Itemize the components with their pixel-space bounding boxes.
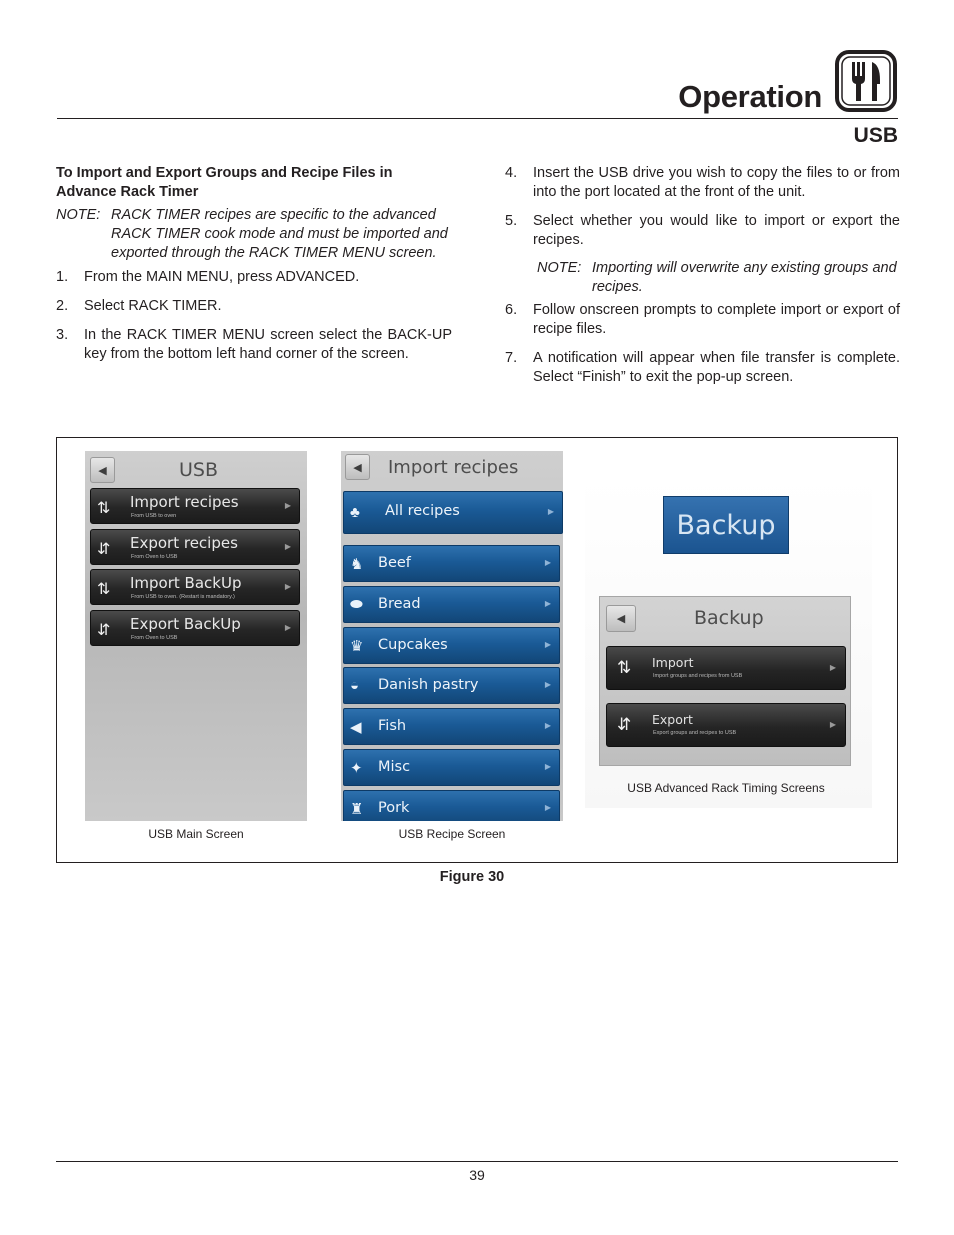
button-label: Export [652, 712, 693, 727]
step [505, 349, 900, 387]
footer-divider [56, 1161, 898, 1162]
left-column [56, 164, 452, 374]
step-number: 2. [56, 298, 69, 314]
button-sublabel: Import groups and recipes from USB [653, 673, 743, 679]
back-button[interactable] [345, 454, 370, 480]
recipe-group-misc[interactable] [343, 749, 560, 786]
button-label: Import [652, 655, 694, 670]
step-number: 1. [56, 269, 69, 285]
step-number: 6. [505, 302, 518, 318]
back-button[interactable] [90, 457, 115, 483]
step [505, 212, 900, 250]
screen-title: USB [179, 459, 219, 481]
step-text: Select RACK TIMER. [84, 298, 222, 314]
step-number: 7. [505, 350, 518, 366]
chevron-right-icon: ▶ [284, 501, 291, 510]
usb-export-icon: ⇵ [617, 715, 632, 734]
figure-caption: USB Main Screen [148, 827, 244, 841]
step [505, 301, 900, 339]
screen-topbar [341, 451, 563, 487]
chevron-right-icon: ▶ [544, 558, 551, 567]
export-backup-button[interactable] [90, 610, 300, 646]
screen-title: Backup [694, 607, 764, 629]
usb-import-icon: ⇅ [97, 581, 111, 598]
recipe-group-cupcakes[interactable] [343, 627, 560, 664]
backup-screen [599, 596, 851, 766]
screen-topbar [85, 451, 307, 487]
button-label: Import recipes [130, 493, 239, 511]
section-title: USB [853, 124, 898, 147]
step-number: 5. [505, 213, 518, 229]
chevron-right-icon: ▶ [829, 720, 836, 729]
button-label: Import BackUp [130, 574, 242, 592]
usb-import-icon: ⇅ [97, 500, 111, 517]
button-label: Bread [378, 596, 421, 612]
button-label: Fish [378, 718, 407, 734]
step-text: Insert the USB drive you wish to copy the files to or from into the port located at the front of the unit. [533, 165, 900, 200]
right-column [505, 164, 900, 397]
step-text: From the MAIN MENU, press ADVANCED. [84, 269, 360, 285]
step-text: Follow onscreen prompts to complete import or export of recipe files. [533, 302, 900, 337]
page-title: Operation [678, 79, 822, 114]
import-recipes-button[interactable] [90, 488, 300, 524]
chevron-right-icon: ▶ [544, 680, 551, 689]
step-text: A notification will appear when file transfer is complete. Select “Finish” to exit the pop-up screen. [533, 350, 900, 385]
note-label: NOTE: [56, 207, 101, 223]
bread-icon: ⬬ [350, 596, 363, 613]
fork-knife-icon [834, 49, 898, 113]
back-button[interactable] [606, 605, 636, 632]
misc-icon: ✦ [350, 760, 363, 777]
step [505, 164, 900, 202]
usb-export-icon: ⇵ [97, 622, 111, 639]
note-text: RACK TIMER recipes are specific to the advanced RACK TIMER cook mode and must be imported and exported through the RACK TIMER MENU screen. [111, 207, 448, 261]
chevron-right-icon: ▶ [544, 640, 551, 649]
step [56, 326, 452, 364]
pastry-icon: ◒ [350, 677, 360, 694]
recipe-group-beef[interactable] [343, 545, 560, 582]
recipe-group-danish-pastry[interactable] [343, 667, 560, 704]
export-button[interactable] [606, 703, 846, 747]
backup-button[interactable]: Backup [663, 496, 789, 554]
chevron-right-icon: ▶ [544, 803, 551, 812]
step [56, 268, 452, 287]
all-recipes-button[interactable] [343, 491, 563, 534]
note-text: Importing will overwrite any existing groups and recipes. [592, 260, 897, 295]
back-arrow-icon: ◀ [98, 464, 107, 477]
chevron-right-icon: ▶ [544, 762, 551, 771]
figure-caption: USB Recipe Screen [398, 827, 506, 841]
chevron-right-icon: ▶ [284, 542, 291, 551]
figure-label: Figure 30 [439, 869, 505, 885]
usb-recipe-screen [341, 451, 563, 821]
button-label: Danish pastry [378, 677, 479, 693]
cupcake-icon: ♛ [350, 638, 364, 655]
header-divider [57, 118, 898, 119]
pork-icon: ♜ [350, 801, 364, 818]
chevron-right-icon: ▶ [547, 507, 554, 516]
note [537, 259, 900, 297]
button-sublabel: From Oven to USB [131, 554, 178, 560]
button-sublabel: Export groups and recipes to USB [653, 730, 737, 736]
button-label: Cupcakes [378, 637, 448, 653]
button-label: All recipes [385, 503, 460, 519]
recipe-group-fish[interactable] [343, 708, 560, 745]
back-arrow-icon: ◀ [616, 613, 626, 625]
all-recipes-icon: ♣ [350, 504, 360, 521]
fish-icon: ◀ [350, 719, 362, 736]
chevron-right-icon: ▶ [829, 663, 836, 672]
note-label: NOTE: [537, 260, 582, 276]
import-button[interactable] [606, 646, 846, 690]
import-backup-button[interactable] [90, 569, 300, 605]
usb-export-icon: ⇵ [97, 541, 111, 558]
chevron-right-icon: ▶ [284, 623, 291, 632]
recipe-group-bread[interactable] [343, 586, 560, 623]
usb-main-screen [85, 451, 307, 821]
step-number: 3. [56, 327, 69, 343]
button-label: Export BackUp [130, 615, 241, 633]
screen-title: Import recipes [388, 457, 519, 478]
chevron-right-icon: ▶ [544, 721, 551, 730]
chevron-right-icon: ▶ [544, 599, 551, 608]
step-text: Select whether you would like to import or export the recipes. [533, 213, 900, 248]
note [56, 206, 452, 263]
step-text: In the RACK TIMER MENU screen select the BACK-UP key from the bottom left hand corner of the screen. [84, 327, 452, 362]
button-label: Misc [378, 759, 411, 775]
export-recipes-button[interactable] [90, 529, 300, 565]
page-number: 39 [469, 1167, 485, 1183]
back-arrow-icon: ◀ [353, 461, 362, 474]
step [56, 297, 452, 316]
beef-icon: ♞ [350, 556, 364, 573]
recipe-group-pork[interactable] [343, 790, 560, 821]
usb-import-icon: ⇅ [617, 658, 632, 677]
button-sublabel: From USB to oven. (Restart is mandatory.) [131, 594, 235, 600]
button-sublabel: From USB to oven [131, 513, 177, 519]
button-label: Beef [378, 555, 411, 571]
figure-caption: USB Advanced Rack Timing Screens [627, 781, 825, 795]
chevron-right-icon: ▶ [284, 582, 291, 591]
button-label: Pork [378, 800, 410, 816]
subheading: To Import and Export Groups and Recipe Files in Advance Rack Timer [56, 165, 393, 200]
button-label: Export recipes [130, 534, 238, 552]
button-sublabel: From Oven to USB [131, 635, 178, 641]
step-number: 4. [505, 165, 518, 181]
